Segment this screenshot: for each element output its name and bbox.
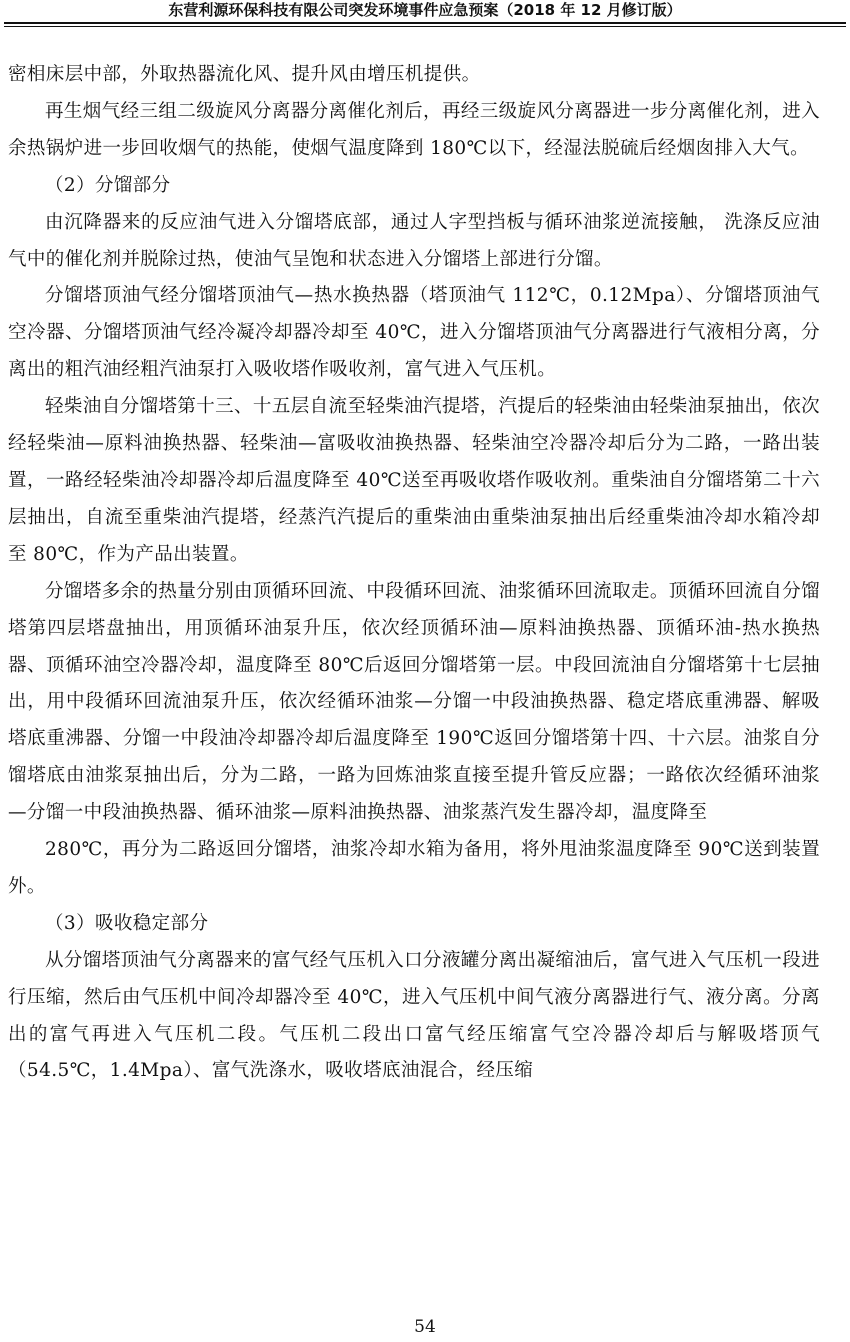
paragraph: 再生烟气经三组二级旋风分离器分离催化剂后，再经三级旋风分离器进一步分离催化剂，进入余热锅炉进一步回收烟气的热能，使烟气温度降到 180℃以下，经湿法脱硫后经烟囱排入大气。 [8, 100, 820, 159]
document-body [8, 57, 820, 1090]
section-heading: （3）吸收稳定部分 [45, 912, 209, 934]
section-heading: （2）分馏部分 [45, 174, 171, 196]
paragraph: 轻柴油自分馏塔第十三、十五层自流至轻柴油汽提塔，汽提后的轻柴油由轻柴油泵抽出，依次经轻柴油—原料油换热器、轻柴油—富吸收油换热器、轻柴油空冷器冷却后分为二路，一路出装置，一路经轻柴油冷却器冷却后温度降至 40℃送至再吸收塔作吸收剂。重柴油自分馏塔第二十六层抽出，自流至重柴油汽提塔，经蒸汽汽提后的重柴油由重柴油泵抽出后经重柴油冷却水箱冷却至 80℃，作为产品出装置。 [8, 396, 820, 565]
header-divider-thin [4, 26, 846, 27]
paragraph: 280℃，再分为二路返回分馏塔，油浆冷却水箱为备用，将外甩油浆温度降至 90℃送到装置外。 [8, 839, 820, 897]
page-number: 54 [414, 1317, 436, 1337]
paragraph: 由沉降器来的反应油气进入分馏塔底部，通过人字型挡板与循环油浆逆流接触， 洗涤反应油气中的催化剂并脱除过热，使油气呈饱和状态进入分馏塔上部进行分馏。 [8, 211, 820, 270]
paragraph: 从分馏塔顶油气分离器来的富气经气压机入口分液罐分离出凝缩油后，富气进入气压机一段进行压缩，然后由气压机中间冷却器冷至 40℃，进入气压机中间气液分离器进行气、液分离。分离出的富气再进入气压机二段。气压机二段出口富气经压缩富气空冷器冷却后与解吸塔顶气（54.5℃，1.4Mpa）、富气洗涤水，吸收塔底油混合，经压缩 [8, 949, 820, 1082]
paragraph: 分馏塔多余的热量分别由顶循环回流、中段循环回流、油浆循环回流取走。顶循环回流自分馏塔第四层塔盘抽出，用顶循环油泵升压，依次经顶循环油—原料油换热器、顶循环油-热水换热器、顶循环油空冷器冷却，温度降至 80℃后返回分馏塔第一层。中段回流油自分馏塔第十七层抽出，用中段循环回流油泵升压，依次经循环油浆—分馏一中段油换热器、稳定塔底重沸器、解吸塔底重沸器、分馏一中段油冷却器冷却后温度降至 190℃返回分馏塔第十四、十六层。油浆自分馏塔底由油浆泵抽出后，分为二路，一路为回炼油浆直接至提升管反应器；一路依次经循环油浆—分馏一中段油换热器、循环油浆—原料油换热器、油浆蒸汽发生器冷却，温度降至 [8, 580, 820, 824]
header-divider [4, 22, 846, 24]
paragraph: 分馏塔顶油气经分馏塔顶油气—热水换热器（塔顶油气 112℃，0.12Mpa）、分馏塔顶油气空冷器、分馏塔顶油气经冷凝冷却器冷却至 40℃，进入分馏塔顶油气分离器进行气液相分离，分离出的粗汽油经粗汽油泵打入吸收塔作吸收剂，富气进入气压机。 [8, 285, 820, 381]
page-header: 东营利源环保科技有限公司突发环境事件应急预案（2018 年 12 月修订版） [168, 1, 682, 19]
paragraph: 密相床层中部，外取热器流化风、提升风由增压机提供。 [8, 64, 481, 85]
